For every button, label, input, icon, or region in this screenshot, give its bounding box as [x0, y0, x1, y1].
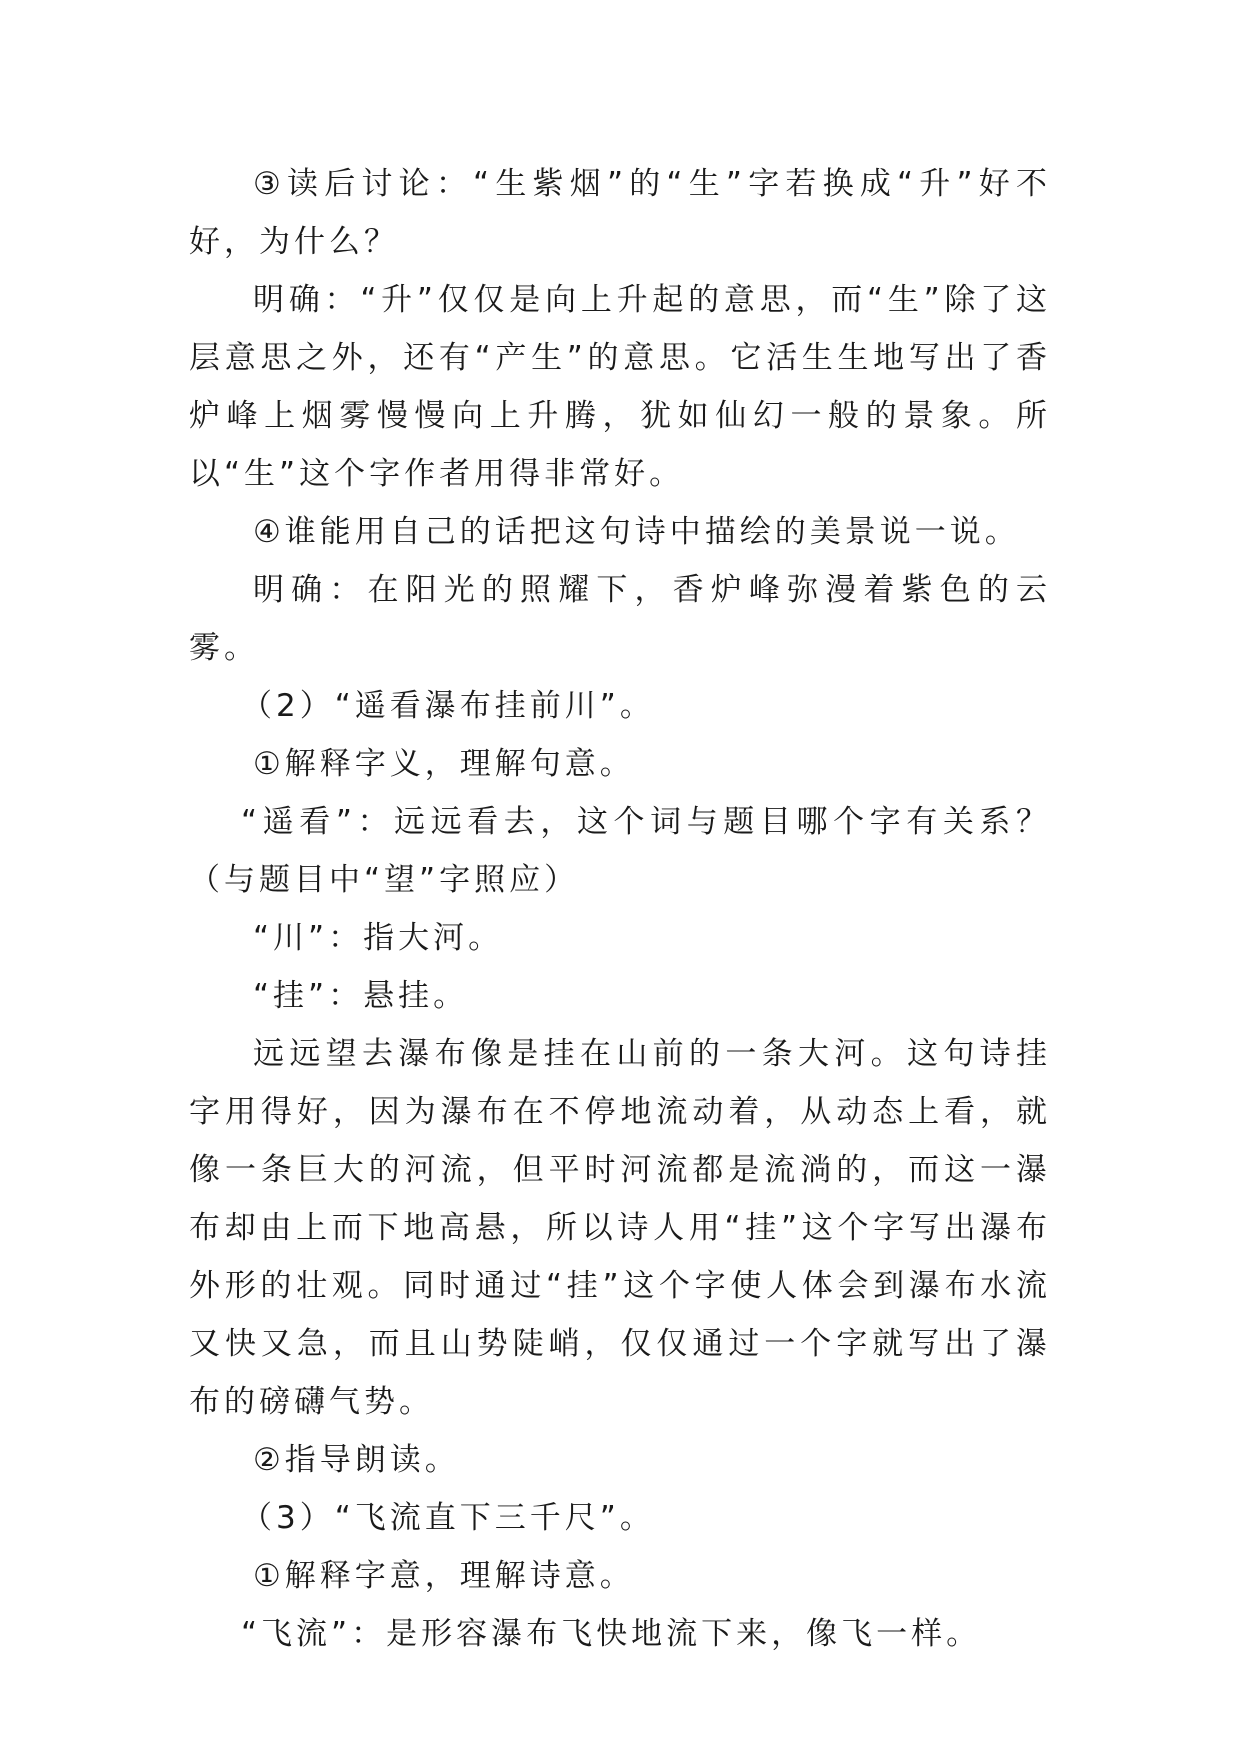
- paragraph-explain-meaning: ①解释字意，理解诗意。: [253, 1558, 635, 1594]
- section-heading-2: （2）“遥看瀑布挂前川”。: [241, 688, 655, 724]
- paragraph-waterfall-analysis: 远远望去瀑布像是挂在山前的一条大河。这句诗挂字用得好，因为瀑布在不停地流动着，从动态上看，就像一条巨大的河流，但平时河流都是流淌的，而这一瀑布却由上而下地高悬，所以诗人用“挂”这个字写出瀑布外形的壮观。同时通过“挂”这个字使人体会到瀑布水流又快又急，而且山势陡峭，仅仅通过一个字就写出了瀑布的磅礴气势。: [189, 1036, 1051, 1420]
- document-body: [189, 155, 1051, 1663]
- paragraph-answer-scene: 明确：在阳光的照耀下，香炉峰弥漫着紫色的云雾。: [189, 572, 1051, 666]
- paragraph-yaokan: “遥看”：远远看去，这个词与题目哪个字有关系？（与题目中“望”字照应）: [189, 804, 1051, 898]
- paragraph-guide-reading: ②指导朗读。: [253, 1442, 460, 1478]
- paragraph-discussion-question: ③读后讨论：“生紫烟”的“生”字若换成“升”好不好，为什么？: [189, 166, 1051, 260]
- paragraph-gua: “挂”：悬挂。: [253, 978, 469, 1014]
- paragraph-feiliu: “飞流”：是形容瀑布飞快地流下来，像飞一样。: [241, 1616, 982, 1652]
- paragraph-chuan: “川”：指大河。: [253, 920, 504, 956]
- paragraph-explain-words: ①解释字义，理解句意。: [253, 746, 635, 782]
- section-heading-3: （3）“飞流直下三千尺”。: [241, 1500, 655, 1536]
- paragraph-answer-sheng: 明确：“升”仅仅是向上升起的意思，而“生”除了这层意思之外，还有“产生”的意思。它活生生地写出了香炉峰上烟雾慢慢向上升腾，犹如仙幻一般的景象。所以“生”这个字作者用得非常好。: [189, 282, 1051, 492]
- paragraph-describe-scene: ④谁能用自己的话把这句诗中描绘的美景说一说。: [253, 514, 1020, 550]
